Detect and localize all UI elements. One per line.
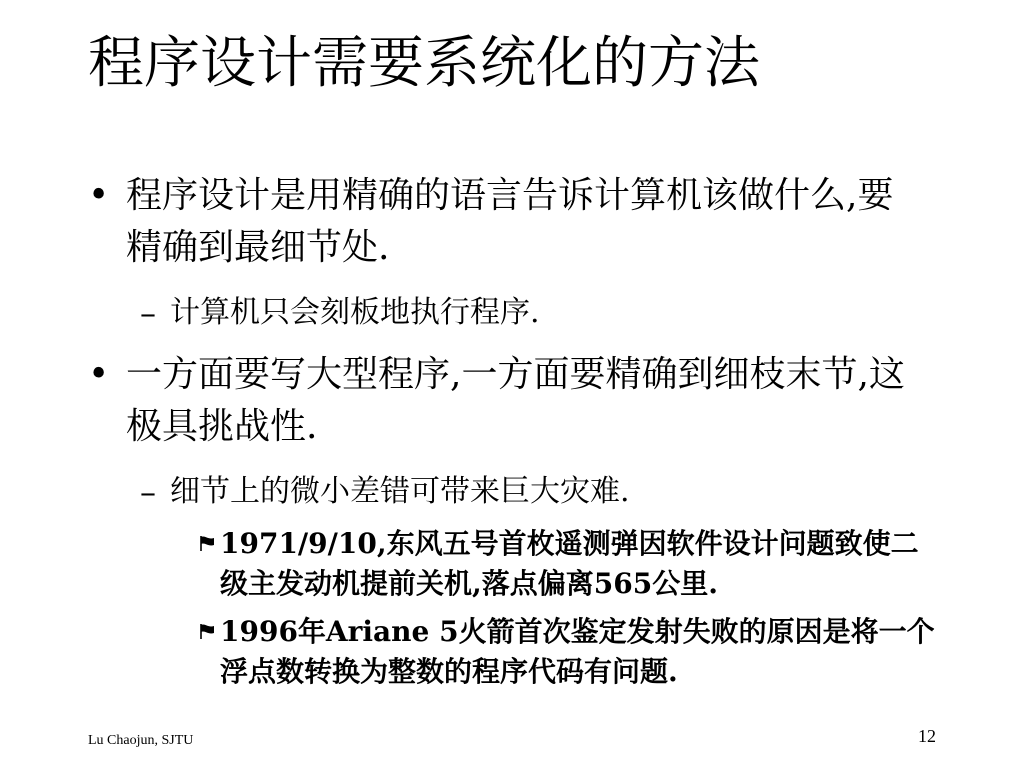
dash-marker: – <box>140 294 156 332</box>
bullet-text: 程序设计是用精确的语言告诉计算机该做什么,要精确到最细节处. <box>126 175 894 268</box>
sub-sub-bullet-2-1-2 <box>198 612 940 692</box>
bullet-marker: • <box>88 354 110 395</box>
footer-author: Lu Chaojun, SJTU <box>88 733 194 748</box>
detail-text: 1971/9/10,东风五号首枚遥测弹因软件设计问题致使二级主发动机提前关机,落点偏离565公里. <box>220 527 919 600</box>
sub-sub-bullet-2-1-1 <box>198 524 940 604</box>
bullet-text: 一方面要写大型程序,一方面要精确到细枝末节,这极具挑战性. <box>126 354 905 447</box>
detail-text: 1996年Ariane 5火箭首次鉴定发射失败的原因是将一个浮点数转换为整数的程序代码有问题. <box>220 615 935 688</box>
bullet-1 <box>88 170 916 274</box>
sub-bullet-1-1 <box>140 291 540 335</box>
bullet-2 <box>88 349 916 453</box>
bullet-marker: • <box>88 175 110 216</box>
flag-bullet-icon <box>198 524 220 564</box>
flag-bullet-icon <box>198 612 220 652</box>
sub-bullet-text: 细节上的微小差错可带来巨大灾难. <box>170 474 630 509</box>
page-number: 12 <box>918 726 936 746</box>
slide-title: 程序设计需要系统化的方法 <box>88 31 760 96</box>
sub-bullet-2-1 <box>140 470 630 514</box>
dash-marker: – <box>140 473 156 511</box>
sub-bullet-text: 计算机只会刻板地执行程序. <box>170 295 540 330</box>
